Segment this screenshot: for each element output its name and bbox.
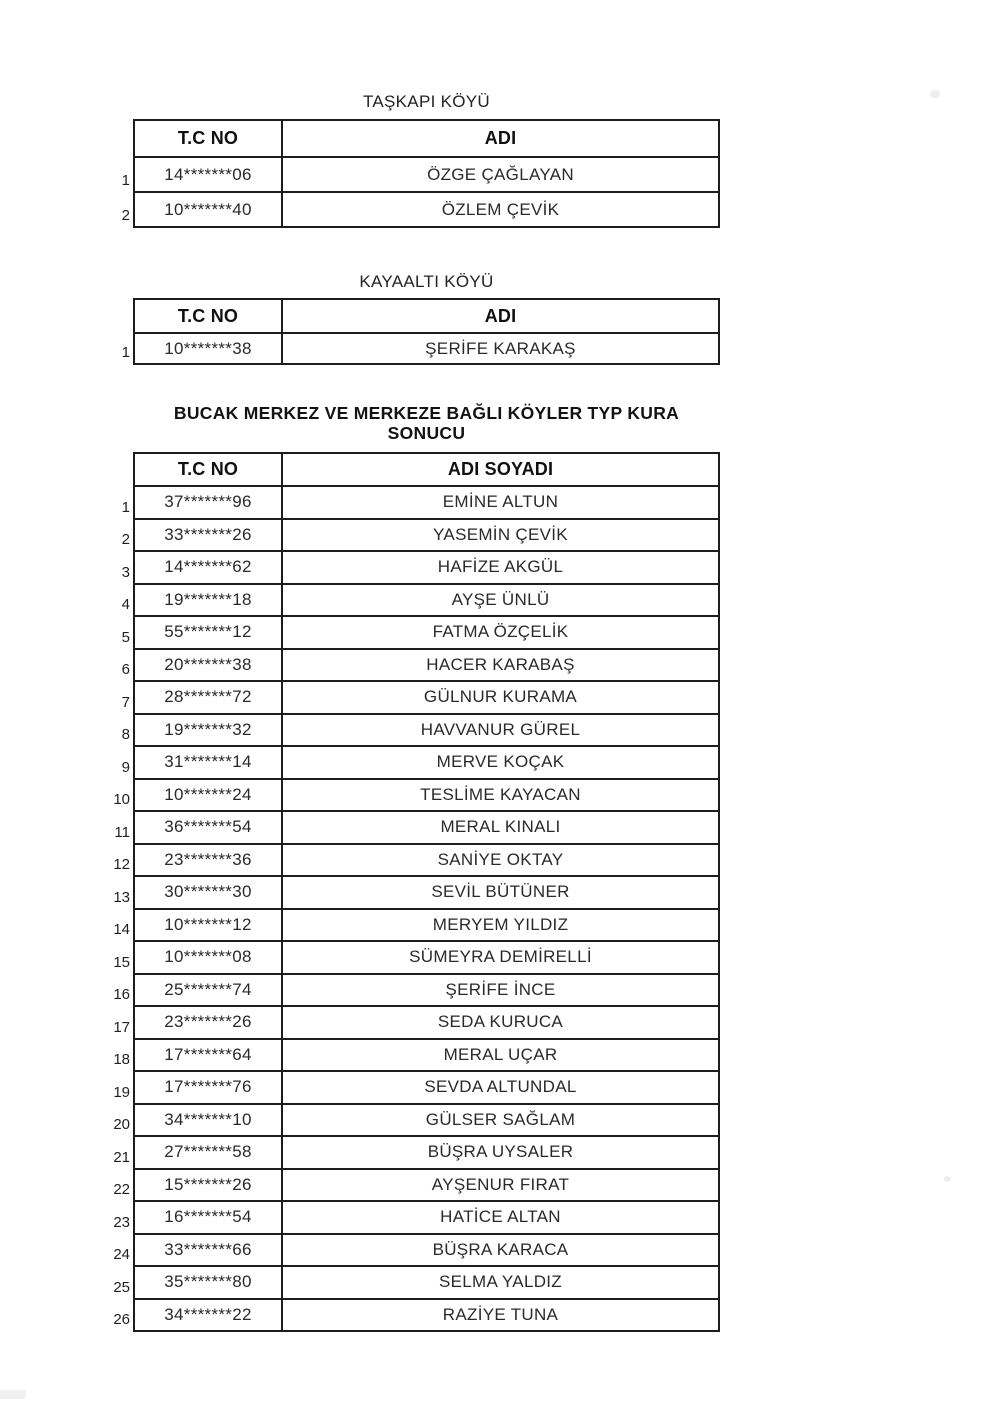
tc-number: 30*******30 (164, 882, 252, 902)
person-name-cell: ÖZGE ÇAĞLAYAN (282, 157, 719, 192)
table-row (134, 714, 719, 747)
tc-number-cell (113, 1136, 282, 1169)
person-name-cell: SELMA YALDIZ (282, 1266, 719, 1299)
person-name-cell: FATMA ÖZÇELİK (282, 616, 719, 649)
row-number: 11 (114, 823, 130, 841)
row-number: 7 (121, 693, 130, 711)
tc-number: 20*******38 (164, 654, 252, 674)
row-number: 23 (113, 1213, 130, 1231)
tc-number-cell (113, 876, 282, 909)
tc-number-cell (113, 779, 282, 812)
tc-number: 36*******54 (164, 817, 252, 837)
person-name-cell: BÜŞRA UYSALER (282, 1136, 719, 1169)
tc-number: 17*******76 (164, 1077, 252, 1097)
table-row (134, 1039, 719, 1072)
tc-number-cell (121, 714, 282, 747)
person-name-cell: TESLİME KAYACAN (282, 779, 719, 812)
row-number: 25 (113, 1278, 130, 1296)
person-name-cell: HATİCE ALTAN (282, 1201, 719, 1234)
row-number: 15 (113, 953, 130, 971)
tc-number-cell (121, 584, 282, 617)
section-taskapi-koyu (121, 92, 720, 228)
table-row (134, 519, 719, 552)
table-row (134, 1006, 719, 1039)
tc-number: 28*******72 (164, 687, 252, 707)
person-name-cell: BÜŞRA KARACA (282, 1234, 719, 1267)
row-number: 2 (121, 531, 130, 548)
table-row (134, 1234, 719, 1267)
row-number: 19 (113, 1083, 130, 1101)
table-row (134, 681, 719, 714)
row-number: 1 (121, 344, 130, 361)
tc-number-cell (113, 1006, 282, 1039)
tc-number: 55*******12 (164, 622, 252, 642)
person-name-cell: MERYEM YILDIZ (282, 909, 719, 942)
row-number: 3 (121, 563, 130, 581)
tc-number: 15*******26 (164, 1174, 252, 1194)
tc-number-cell (113, 1266, 282, 1299)
tc-number-cell (113, 1039, 282, 1072)
table-row (134, 844, 719, 877)
results-table (121, 298, 720, 365)
tc-number: 34*******22 (164, 1304, 252, 1324)
results-table (113, 452, 720, 1332)
table-row (134, 811, 719, 844)
tc-number: 37*******96 (164, 492, 252, 512)
tc-number-cell (121, 333, 282, 364)
row-number: 22 (113, 1181, 130, 1198)
row-number: 9 (121, 758, 130, 776)
table-row (134, 974, 719, 1007)
tc-number: 10*******12 (164, 914, 252, 934)
tc-number-cell (121, 551, 282, 584)
tc-number-cell (121, 746, 282, 779)
person-name-cell: HAVVANUR GÜREL (282, 714, 719, 747)
header-row (134, 453, 719, 486)
scan-artifact (930, 90, 940, 98)
tc-number: 10*******08 (164, 947, 252, 967)
person-name-cell: ŞERİFE İNCE (282, 974, 719, 1007)
person-name-cell: YASEMİN ÇEVİK (282, 519, 719, 552)
row-number: 4 (121, 596, 130, 613)
person-name-cell: SÜMEYRA DEMİRELLİ (282, 941, 719, 974)
table-row (134, 616, 719, 649)
person-name-cell: RAZİYE TUNA (282, 1299, 719, 1332)
row-number: 5 (121, 628, 130, 646)
tc-number-cell (113, 1104, 282, 1137)
scan-artifact (0, 1390, 26, 1399)
bucak-results-table-container (113, 452, 720, 1332)
table-row (134, 486, 719, 519)
tc-number-cell (121, 649, 282, 682)
table-row (134, 1299, 719, 1332)
person-name-cell: SANİYE OKTAY (282, 844, 719, 877)
row-number: 20 (113, 1116, 130, 1133)
tc-number-cell (113, 941, 282, 974)
tc-number-cell (113, 974, 282, 1007)
person-name-cell: AYŞE ÜNLÜ (282, 584, 719, 617)
tc-number-cell (121, 616, 282, 649)
tc-number: 31*******14 (164, 752, 252, 772)
person-name-cell: SEDA KURUCA (282, 1006, 719, 1039)
tc-number-cell (113, 844, 282, 877)
row-number: 24 (113, 1246, 130, 1263)
table-row (134, 551, 719, 584)
person-name-cell: ÖZLEM ÇEVİK (282, 192, 719, 227)
row-number: 12 (113, 856, 130, 873)
row-number: 6 (121, 661, 130, 678)
person-name-cell: ŞERİFE KARAKAŞ (282, 333, 719, 364)
table-row (134, 1071, 719, 1104)
table-row (134, 1104, 719, 1137)
row-number: 1 (121, 498, 130, 516)
results-table (121, 119, 720, 228)
tc-number: 10*******24 (164, 784, 252, 804)
person-name-cell: GÜLSER SAĞLAM (282, 1104, 719, 1137)
table-row (134, 192, 719, 227)
table-row (134, 1201, 719, 1234)
document-content (113, 0, 720, 1332)
row-number: 16 (113, 986, 130, 1003)
tc-number-cell (113, 1071, 282, 1104)
column-header-name: ADI (282, 299, 719, 333)
column-header-name: ADI (282, 120, 719, 157)
person-name-cell: AYŞENUR FIRAT (282, 1169, 719, 1202)
tc-number: 23*******36 (164, 849, 252, 869)
row-number: 14 (113, 921, 130, 938)
table-row (134, 584, 719, 617)
tc-number: 14*******06 (164, 164, 252, 184)
tc-number: 16*******54 (164, 1207, 252, 1227)
person-name-cell: MERAL KINALI (282, 811, 719, 844)
tc-number: 14*******62 (164, 557, 252, 577)
section-kayaalti-koyu (121, 272, 720, 365)
section-title: KAYAALTI KÖYÜ (359, 272, 494, 291)
tc-number-cell (113, 909, 282, 942)
section-title: BUCAK MERKEZ VE MERKEZE BAĞLI KÖYLER TYP KURA SONUCU (173, 403, 680, 443)
scan-artifact (944, 1176, 951, 1182)
tc-number: 34*******10 (164, 1109, 252, 1129)
table-row (134, 746, 719, 779)
row-number: 2 (121, 207, 130, 224)
tc-number: 33*******66 (164, 1239, 252, 1259)
person-name-cell: HAFİZE AKGÜL (282, 551, 719, 584)
row-number: 18 (113, 1051, 130, 1068)
tc-number: 33*******26 (164, 524, 252, 544)
tc-number-cell (113, 1299, 282, 1332)
table-row (134, 876, 719, 909)
tc-number: 19*******18 (164, 589, 252, 609)
row-number: 8 (121, 726, 130, 743)
tc-number-cell (114, 811, 282, 844)
tc-number-cell (121, 192, 282, 227)
person-name-cell: HACER KARABAŞ (282, 649, 719, 682)
column-header-name: ADI SOYADI (282, 453, 719, 486)
table-row (134, 941, 719, 974)
row-number: 26 (113, 1311, 130, 1328)
tc-number-cell (113, 1169, 282, 1202)
table-row (134, 333, 719, 364)
person-name-cell: GÜLNUR KURAMA (282, 681, 719, 714)
tc-number: 35*******80 (164, 1272, 252, 1292)
tc-number: 10*******40 (164, 199, 252, 219)
tc-number-cell (113, 1201, 282, 1234)
table-row (134, 1169, 719, 1202)
column-header-tcno: T.C NO (134, 299, 282, 333)
person-name-cell: MERVE KOÇAK (282, 746, 719, 779)
row-number: 10 (113, 791, 130, 808)
person-name-cell: SEVDA ALTUNDAL (282, 1071, 719, 1104)
person-name-cell: SEVİL BÜTÜNER (282, 876, 719, 909)
table-row (134, 1266, 719, 1299)
kayaalti-results-table-container (121, 298, 720, 365)
tc-number-cell (121, 157, 282, 192)
table-row (134, 909, 719, 942)
tc-number-cell (121, 486, 282, 519)
header-row (134, 299, 719, 333)
table-row (134, 1136, 719, 1169)
tc-number: 23*******26 (164, 1012, 252, 1032)
person-name-cell: EMİNE ALTUN (282, 486, 719, 519)
column-header-tcno: T.C NO (134, 453, 282, 486)
table-row (134, 157, 719, 192)
section-bucak-merkez (113, 403, 720, 1332)
tc-number-cell (121, 519, 282, 552)
row-number: 1 (121, 172, 130, 189)
tc-number: 10*******38 (164, 338, 252, 358)
taskapi-results-table-container (121, 119, 720, 228)
row-number: 17 (113, 1018, 130, 1036)
person-name-cell: MERAL UÇAR (282, 1039, 719, 1072)
row-number: 21 (113, 1148, 130, 1166)
tc-number: 17*******64 (164, 1044, 252, 1064)
section-title: TAŞKAPI KÖYÜ (362, 92, 491, 111)
header-row (134, 120, 719, 157)
column-header-tcno: T.C NO (134, 120, 282, 157)
table-row (134, 649, 719, 682)
tc-number: 27*******58 (164, 1142, 252, 1162)
tc-number-cell (121, 681, 282, 714)
tc-number-cell (113, 1234, 282, 1267)
table-row (134, 779, 719, 812)
row-number: 13 (113, 888, 130, 906)
tc-number: 25*******74 (164, 979, 252, 999)
tc-number: 19*******32 (164, 719, 252, 739)
